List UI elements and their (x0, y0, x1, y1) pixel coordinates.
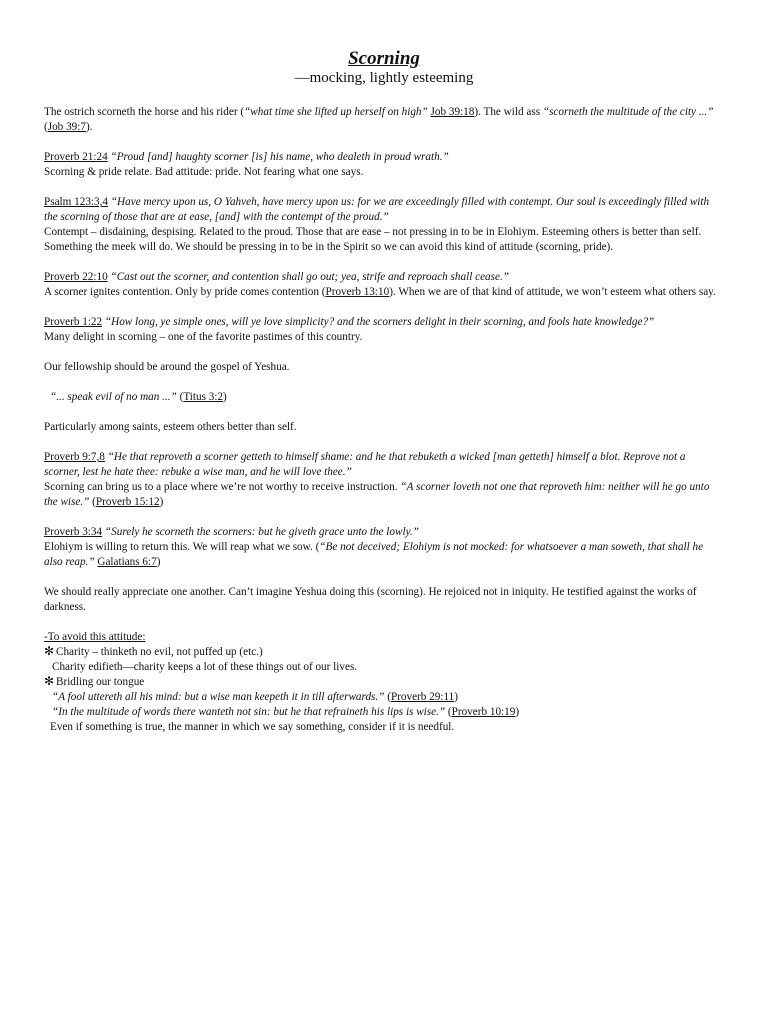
list-subitem: Charity edifieth—charity keeps a lot of these things out of our lives. (52, 661, 358, 673)
paragraph-proverb-21-24 (44, 150, 724, 180)
quote: “what time she lifted up herself on high” (244, 106, 428, 118)
list-item: ✻ Bridling our tongue (44, 674, 145, 688)
reference-link: Titus 3:2 (183, 391, 224, 403)
paragraph-appreciate: We should really appreciate one another. Can’t imagine Yeshua doing this (scorning). He rejoiced not in iniquity. He testified against the works of darkness. (44, 586, 697, 613)
quote: “scorneth the multitude of the city ...” (542, 106, 714, 118)
paragraph-fellowship: Our fellowship should be around the gospel of Yeshua. (44, 361, 290, 373)
reference-link: Job 39:18 (430, 106, 475, 118)
avoid-attitude-section (44, 630, 724, 735)
quote: “Surely he scorneth the scorners: but he giveth grace unto the lowly.” (102, 526, 419, 538)
list-item: ✻ Charity – thinketh no evil, not puffed up (etc.) (44, 644, 263, 658)
paragraph-proverb-3-34: Proverb 3:34 “Surely he scorneth the scorners: but he giveth grace unto the lowly.” Elohiym is willing to return this. We will reap what we sow. (“Be not deceived; Elohiym is not mocked: for whatsoever a man soweth, that shall he also reap.” Galatians 6:7) (44, 526, 704, 568)
page-subtitle: —mocking, lightly esteeming (294, 70, 474, 86)
avoid-heading: -To avoid this attitude: (44, 631, 146, 643)
quote: “Have mercy upon us, O Yahveh, have mercy upon us: for we are exceedingly filled with contempt. Our soul is exceedingly filled with the scorning of those that are at ease, [and] with the contempt of the proud.” (44, 196, 710, 223)
reference-link: Galatians 6:7 (97, 556, 157, 568)
quote: “Cast out the scorner, and contention shall go out; yea, strife and reproach shall cease.” (107, 271, 509, 283)
quote: “Be not deceived; Elohiym is not mocked: for whatsoever a man soweth, that shall he also reap.” (44, 541, 704, 568)
text: Scorning & pride relate. Bad attitude: pride. Not fearing what one says. (44, 166, 364, 178)
paragraph-proverb-9-7: Proverb 9:7,8 “He that reproveth a scorner getteth to himself shame: and he that rebuketh a wicked [man getteth] himself a blot. Reprove not a scorner, lest he hate thee: rebuke a wise man, and he will love thee.” Scorning can bring us to a place where we’re not worthy to receive instruction. “A scorner loveth not one that reproveth him: neither will he go unto the wise.” (Proverb 15:12) (44, 451, 710, 508)
quote: “In the multitude of words there wanteth not sin: but he that refraineth his lips is wise.” (52, 706, 446, 718)
paragraph-ostrich: The ostrich scorneth the horse and his rider (“what time she lifted up herself on high” Job 39:18). The wild ass “scorneth the multitude of the city ...” (Job 39:7). (44, 106, 714, 133)
text: Many delight in scorning – one of the favorite pastimes of this country. (44, 331, 363, 343)
paragraph-proverb-1-22 (44, 315, 724, 345)
quote: “He that reproveth a scorner getteth to himself shame: and he that rebuketh a wicked [man getteth] himself a blot. Reprove not a scorner, lest he hate thee: rebuke a wise man, and he will love thee.” (44, 451, 686, 478)
reference-link: Proverb 13:10 (325, 286, 390, 298)
document-body (44, 105, 724, 735)
paragraph-proverb-22-10: Proverb 22:10 “Cast out the scorner, and contention shall go out; yea, strife and reproach shall cease.” A scorner ignites contention. Only by pride comes contention (Proverb 13:10). When we are of that kind of attitude, we won’t esteem what others say. (44, 271, 716, 298)
paragraph-titus: “... speak evil of no man ...” (Titus 3:2) (50, 391, 227, 403)
list-subitem: “In the multitude of words there wanteth not sin: but he that refraineth his lips is wise.” (Proverb 10:19) (52, 706, 520, 718)
quote: “How long, ye simple ones, will ye love simplicity? and the scorners delight in their scorning, and fools hate knowledge?” (102, 316, 655, 328)
list-subitem: Even if something is true, the manner in which we say something, consider if it is needful. (50, 721, 455, 733)
quote: “... speak evil of no man ...” (50, 391, 177, 403)
reference-link: Proverb 10:19 (451, 706, 516, 718)
reference-link: Proverb 15:12 (95, 496, 160, 508)
reference-link: Proverb 21:24 (44, 151, 108, 163)
reference-link: Proverb 3:34 (44, 526, 103, 538)
text: Contempt – disdaining, despising. Related to the proud. Those that are ease – not pressing in to be in Elohiym. Esteeming others is better than self. Something the meek will do. We should be pressing in to be in the Spirit so we can avoid this kind of attitude (scorning, pride). (44, 226, 702, 253)
paragraph-psalm-123 (44, 195, 724, 255)
paragraph-saints: Particularly among saints, esteem others better than self. (44, 421, 297, 433)
quote: “A fool uttereth all his mind: but a wise man keepeth it in till afterwards.” (52, 691, 385, 703)
list-subitem: “A fool uttereth all his mind: but a wise man keepeth it in till afterwards.” (Proverb 29:11) (52, 691, 458, 703)
reference-link: Proverb 1:22 (44, 316, 103, 328)
asterisk-bullet-icon: ✻ (44, 674, 55, 688)
asterisk-bullet-icon: ✻ (44, 644, 55, 658)
page-title: Scorning (348, 48, 420, 69)
reference-link: Proverb 22:10 (44, 271, 108, 283)
text: The ostrich scorneth the horse and his rider ( (44, 106, 245, 118)
reference-link: Job 39:7 (47, 121, 86, 133)
reference-link: Psalm 123:3,4 (44, 196, 109, 208)
quote: “A scorner loveth not one that reproveth him: neither will he go unto the wise.” (44, 481, 710, 508)
reference-link: Proverb 9:7,8 (44, 451, 105, 463)
reference-link: Proverb 29:11 (390, 691, 455, 703)
quote: “Proud [and] haughty scorner [is] his name, who dealeth in proud wrath.” (107, 151, 449, 163)
